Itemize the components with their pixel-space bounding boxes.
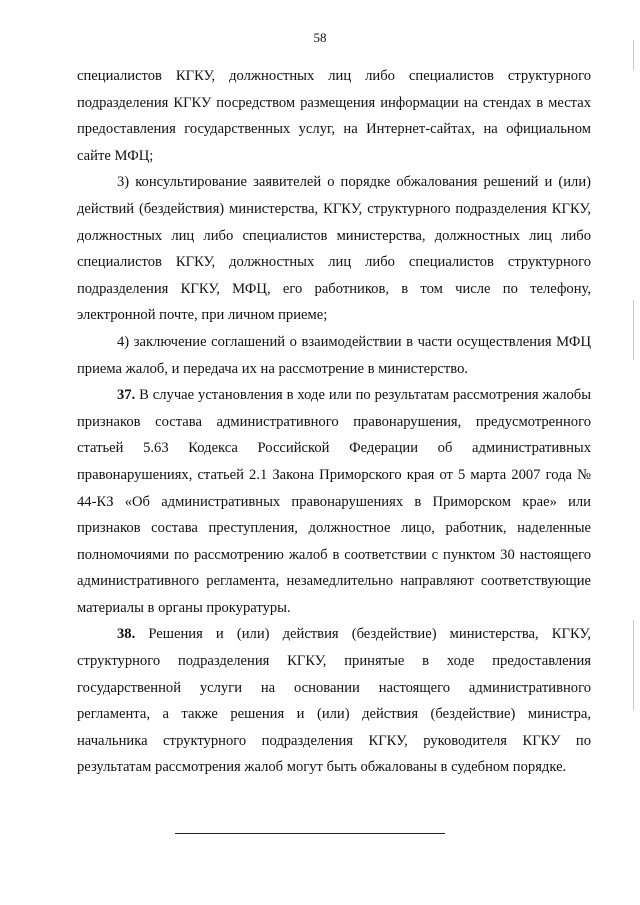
paragraph-text: 4) заключение соглашений о взаимодействии в части осуществления МФЦ приема жалоб, и передача их на рассмотрение в министерство. [77,333,591,377]
paragraph-item-3 [77,169,591,329]
closing-rule [175,833,445,834]
scan-edge-mark [633,620,634,710]
paragraph-number: 38. [117,626,136,643]
paragraph-text: Решения и (или) действия (бездействие) министерства, КГКУ, структурного подразделения КГКУ, принятые в ходе предоставления государственной услуги на основании настоящего административного регламента, а также решения и (или) действия (бездействие) министра, начальника структурного подразделения КГКУ, руководителя КГКУ по результатам рассмотрения жалоб могут быть обжалованы в судебном порядке. [77,626,591,776]
paragraph-continuation [77,63,591,169]
paragraph-text: специалистов КГКУ, должностных лиц либо специалистов структурного подразделения КГКУ посредством размещения информации на стендах в местах предоставления государственных услуг, на Интернет-сайтах, на официальном сайте МФЦ; [77,68,591,164]
paragraph-37 [77,382,591,621]
paragraph-number: 37. [117,387,136,404]
scan-edge-mark [633,300,634,360]
page-number: 58 [313,30,327,45]
paragraph-item-4 [77,329,591,382]
scan-edge-mark [633,40,634,70]
paragraph-text: 3) консультирование заявителей о порядке обжалования решений и (или) действий (бездействия) министерства, КГКУ, структурного подразделения КГКУ, должностных лиц либо специалистов министерства, должностных лиц либо специалистов КГКУ, должностных лиц либо специалистов структурного подразделения КГКУ, МФЦ, его работников, в том числе по телефону, электронной почте, при личном приеме; [77,174,591,324]
paragraph-38 [77,621,591,781]
document-body [77,63,591,781]
paragraph-text: В случае установления в ходе или по результатам рассмотрения жалобы признаков состава административного правонарушения, предусмотренного статьей 5.63 Кодекса Российской Федерации об административных правонарушениях, статьей 2.1 Закона Приморского края от 5 марта 2007 года № 44-КЗ «Об административных правонарушениях в Приморском крае» или признаков состава преступления, должностное лицо, работник, наделенные полномочиями по рассмотрению жалоб в соответствии с пунктом 30 настоящего административного регламента, незамедлительно направляют соответствующие материалы в органы прокуратуры. [77,387,591,616]
